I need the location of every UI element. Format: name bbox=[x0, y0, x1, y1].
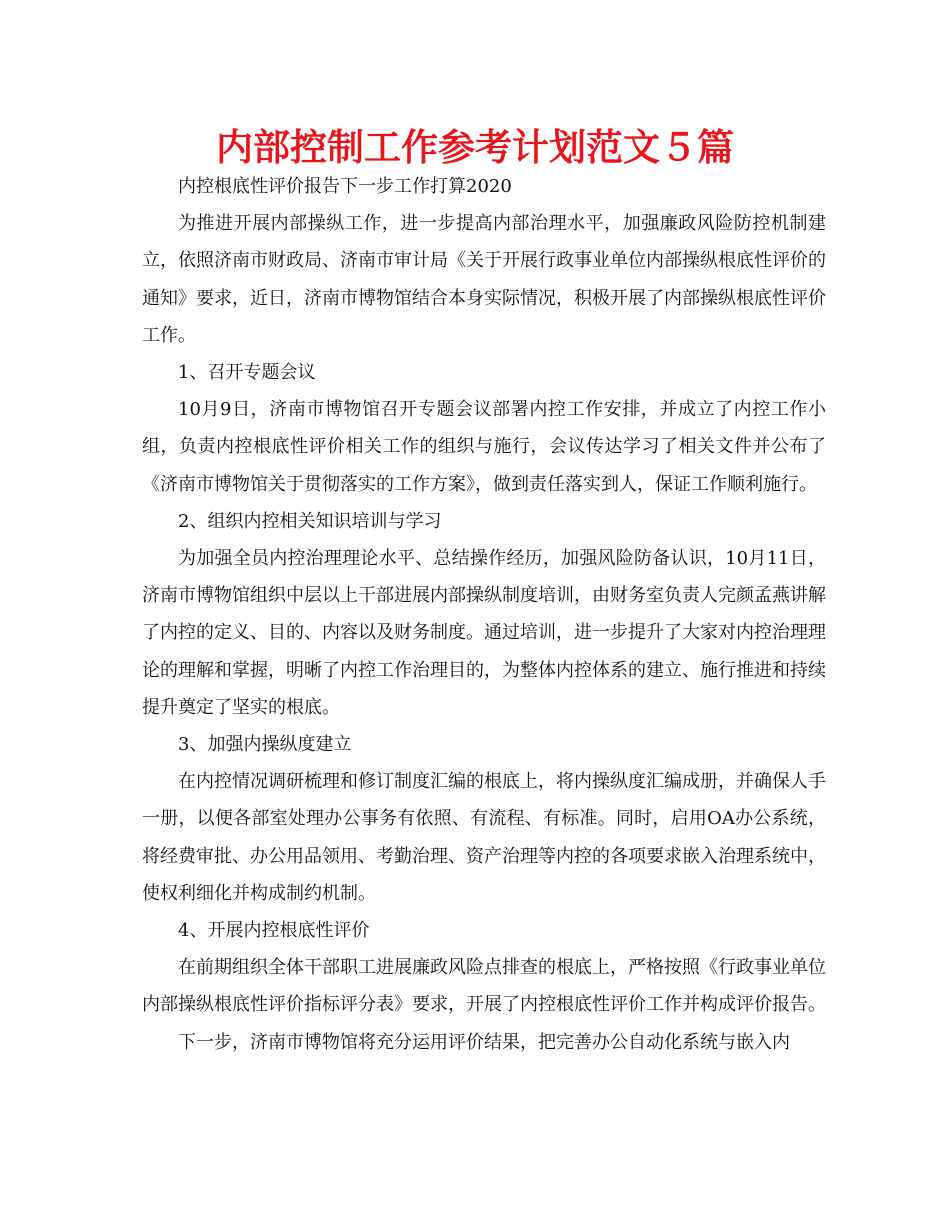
section-paragraph-3: 在内控情况调研梳理和修订制度汇编的根底上，将内操纵度汇编成册，并确保人手一册，以便各部室处理办公事务有依照、有流程、有标准。同时，启用OA办公系统，将经费审批、办公用品领用、考勤治理、资产治理等内控的各项要求嵌入治理系统中，使权利细化并构成制约机制。 bbox=[142, 771, 826, 904]
section-heading-3: 3、加强内操纵度建立 bbox=[178, 734, 352, 756]
document-subtitle: 内控根底性评价报告下一步工作打算2020 bbox=[178, 176, 512, 197]
section-heading-4: 4、开展内控根底性评价 bbox=[178, 920, 370, 942]
section-paragraph-1: 10月9日，济南市博物馆召开专题会议部署内控工作安排，并成立了内控工作小组，负责内控根底性评价相关工作的组织与施行，会议传达学习了相关文件并公布了《济南市博物馆关于贯彻落实的工作方案》，做到责任落实到人，保证工作顺利施行。 bbox=[142, 399, 826, 495]
closing-paragraph: 下一步，济南市博物馆将充分运用评价结果，把完善办公自动化系统与嵌入内 bbox=[178, 1031, 790, 1053]
section-paragraph-4: 在前期组织全体干部职工进展廉政风险点排查的根底上，严格按照《行政事业单位内部操纵根底性评价指标评分表》要求，开展了内控根底性评价工作并构成评价报告。 bbox=[142, 957, 826, 1016]
section-heading-2: 2、组织内控相关知识培训与学习 bbox=[178, 510, 442, 532]
intro-paragraph: 为推进开展内部操纵工作，进一步提高内部治理水平，加强廉政风险防控机制建立，依照济南市财政局、济南市审计局《关于开展行政事业单位内部操纵根底性评价的通知》要求，近日，济南市博物馆结合本身实际情况，积极开展了内部操纵根底性评价工作。 bbox=[142, 213, 826, 346]
document-title: 内部控制工作参考计划范文５篇 bbox=[216, 126, 734, 169]
document-body bbox=[142, 168, 826, 1061]
section-heading-1: 1、召开专题会议 bbox=[178, 362, 316, 384]
section-paragraph-2: 为加强全员内控治理理论水平、总结操作经历，加强风险防备认识，10月11日，济南市博物馆组织中层以上干部进展内部操纵制度培训，由财务室负责人完颜孟燕讲解了内控的定义、目的、内容以及财务制度。通过培训，进一步提升了大家对内控治理理论的理解和掌握，明晰了内控工作治理目的，为整体内控体系的建立、施行推进和持续提升奠定了坚实的根底。 bbox=[142, 548, 826, 718]
